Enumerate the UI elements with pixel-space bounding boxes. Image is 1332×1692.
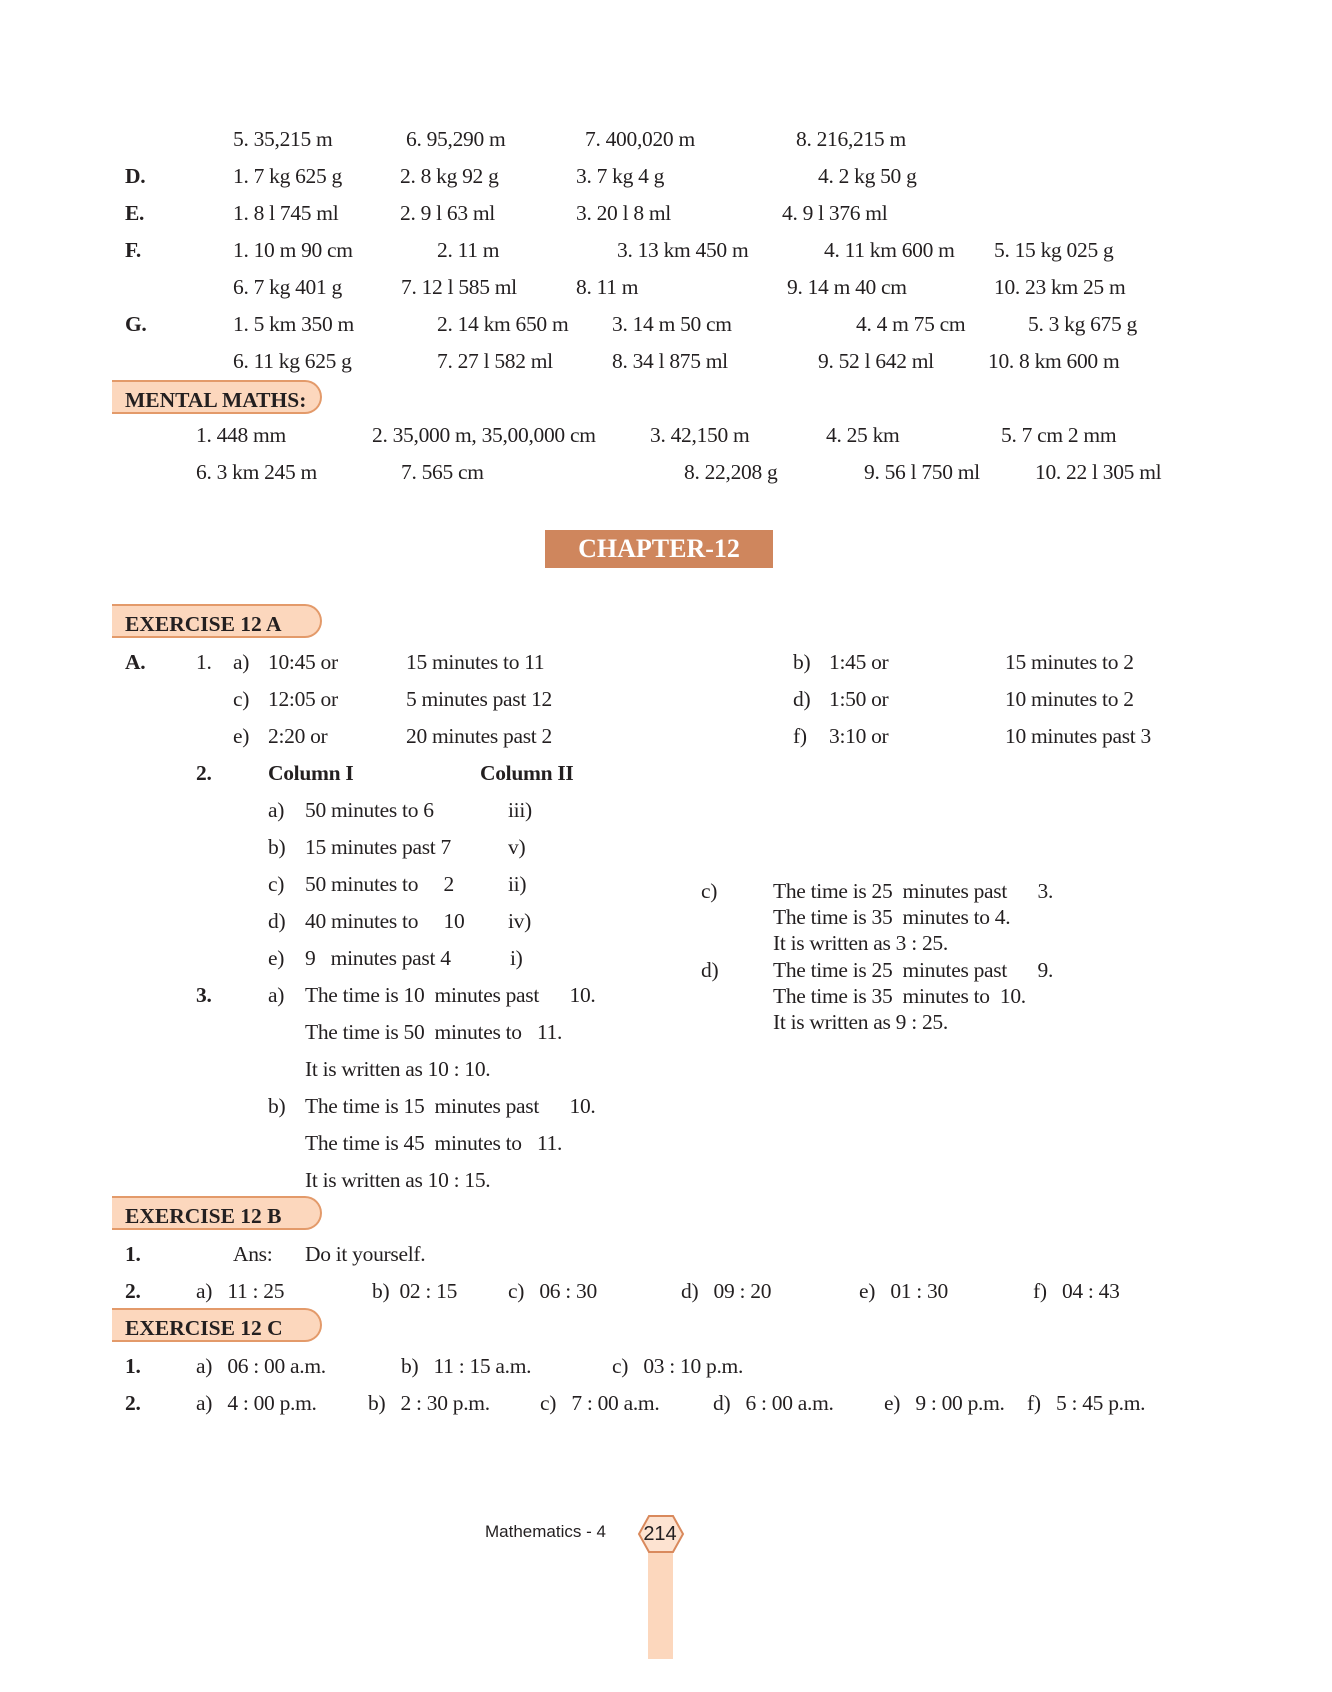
answer-item: 2. 8 kg 92 g	[400, 164, 499, 188]
answer-item: 1. 8 l 745 ml	[233, 201, 339, 225]
answer-item: 1. 10 m 90 cm	[233, 238, 353, 262]
answer-item: 1. 5 km 350 m	[233, 312, 354, 336]
answer-item: e) 9 : 00 p.m.	[884, 1391, 1005, 1415]
section-label-e: E.	[125, 201, 145, 225]
answer-line: The time is 35 minutes to 4.	[773, 905, 1011, 929]
time-value: 1:45 or	[829, 650, 889, 674]
answer-item: 5. 15 kg 025 g	[994, 238, 1114, 262]
answer-item: 6. 7 kg 401 g	[233, 275, 342, 299]
answer-item: 2. 14 km 650 m	[437, 312, 569, 336]
answer-item: d) 6 : 00 a.m.	[713, 1391, 834, 1415]
answer-item: 10. 23 km 25 m	[994, 275, 1126, 299]
answer-item: 10. 22 l 305 ml	[1035, 460, 1162, 484]
answer-item: 4. 2 kg 50 g	[818, 164, 917, 188]
answer-item: 8. 22,208 g	[684, 460, 778, 484]
column-header: Column II	[480, 761, 574, 785]
question-number: 1.	[125, 1354, 141, 1378]
sub-label: e)	[233, 724, 250, 748]
match-answer: v)	[508, 835, 526, 859]
answer-prefix: Ans:	[233, 1242, 273, 1266]
answer-item: 7. 400,020 m	[585, 127, 695, 151]
sub-label: f)	[793, 724, 807, 748]
answer-item: 4. 25 km	[826, 423, 900, 447]
match-answer: iv)	[508, 909, 531, 933]
question-number: 2.	[196, 761, 212, 785]
section-label-a: A.	[125, 650, 146, 674]
answer-item: 9. 56 l 750 ml	[864, 460, 980, 484]
answer-line: The time is 35 minutes to 10.	[773, 984, 1026, 1008]
answer-line: Do it yourself.	[305, 1242, 426, 1266]
answer-item: 7. 12 l 585 ml	[401, 275, 517, 299]
answer-item: 6. 3 km 245 m	[196, 460, 317, 484]
answer-item: 3. 13 km 450 m	[617, 238, 749, 262]
answer-item: 3. 42,150 m	[650, 423, 750, 447]
time-words: 10 minutes past 3	[1005, 724, 1151, 748]
answer-line: The time is 10 minutes past 10.	[305, 983, 596, 1007]
answer-item: 10. 8 km 600 m	[988, 349, 1120, 373]
answer-line: The time is 50 minutes to 11.	[305, 1020, 563, 1044]
answer-item: a) 06 : 00 a.m.	[196, 1354, 326, 1378]
sub-label: a)	[233, 650, 250, 674]
answer-item: b) 2 : 30 p.m.	[368, 1391, 490, 1415]
answer-line: The time is 25 minutes past 3.	[773, 879, 1054, 903]
match-item: 15 minutes past 7	[305, 835, 451, 859]
exercise-12c-heading	[112, 1308, 322, 1342]
answer-item: c) 7 : 00 a.m.	[540, 1391, 660, 1415]
answer-line: The time is 45 minutes to 11.	[305, 1131, 563, 1155]
answer-item: 8. 34 l 875 ml	[612, 349, 728, 373]
sub-label: d)	[268, 909, 286, 933]
match-item: 50 minutes to 2	[305, 872, 454, 896]
section-label-g: G.	[125, 312, 147, 336]
book-title: Mathematics - 4	[485, 1522, 606, 1541]
time-words: 15 minutes to 2	[1005, 650, 1134, 674]
time-value: 2:20 or	[268, 724, 328, 748]
answer-item: f) 04 : 43	[1033, 1279, 1120, 1303]
time-words: 15 minutes to 11	[406, 650, 545, 674]
time-value: 3:10 or	[829, 724, 889, 748]
page-ribbon	[648, 1545, 673, 1659]
answer-item: 1. 448 mm	[196, 423, 286, 447]
answer-item: 4. 11 km 600 m	[824, 238, 955, 262]
question-number: 1.	[125, 1242, 141, 1266]
time-words: 5 minutes past 12	[406, 687, 552, 711]
sub-label: c)	[268, 872, 285, 896]
sub-label: d)	[701, 958, 719, 982]
exercise-12a-heading	[112, 604, 322, 638]
sub-label: e)	[268, 946, 285, 970]
sub-label: b)	[793, 650, 811, 674]
question-number: 2.	[125, 1279, 141, 1303]
answer-item: c) 03 : 10 p.m.	[612, 1354, 744, 1378]
answer-item: 2. 35,000 m, 35,00,000 cm	[372, 423, 596, 447]
answer-item: 3. 7 kg 4 g	[576, 164, 665, 188]
section-label-d: D.	[125, 164, 146, 188]
answer-item: 3. 20 l 8 ml	[576, 201, 671, 225]
answer-item: 6. 11 kg 625 g	[233, 349, 352, 373]
answer-item: b) 02 : 15	[372, 1279, 458, 1303]
sub-label: c)	[701, 879, 718, 903]
answer-item: e) 01 : 30	[859, 1279, 948, 1303]
answer-line: The time is 25 minutes past 9.	[773, 958, 1054, 982]
answer-item: 7. 27 l 582 ml	[437, 349, 553, 373]
time-value: 12:05 or	[268, 687, 338, 711]
answer-item: 6. 95,290 m	[406, 127, 506, 151]
answer-item: 8. 11 m	[576, 275, 639, 299]
time-words: 10 minutes to 2	[1005, 687, 1134, 711]
answer-item: a) 11 : 25	[196, 1279, 285, 1303]
sub-label: c)	[233, 687, 250, 711]
answer-item: 9. 52 l 642 ml	[818, 349, 934, 373]
match-item: 9 minutes past 4	[305, 946, 451, 970]
exercise-12c-heading-text: EXERCISE 12 C	[125, 1316, 283, 1340]
question-number: 3.	[196, 983, 212, 1007]
mental-maths-heading	[112, 380, 322, 414]
match-answer: i)	[510, 946, 523, 970]
answer-item: 5. 7 cm 2 mm	[1001, 423, 1117, 447]
answer-item: 5. 3 kg 675 g	[1028, 312, 1137, 336]
time-words: 20 minutes past 2	[406, 724, 552, 748]
answer-line: It is written as 9 : 25.	[773, 1010, 948, 1034]
answer-line: It is written as 3 : 25.	[773, 931, 948, 955]
answer-item: 3. 14 m 50 cm	[612, 312, 732, 336]
match-answer: ii)	[508, 872, 527, 896]
answer-item: 2. 11 m	[437, 238, 500, 262]
column-header: Column I	[268, 761, 354, 785]
match-item: 40 minutes to 10	[305, 909, 465, 933]
exercise-12b-heading-text: EXERCISE 12 B	[125, 1204, 282, 1228]
sub-label: b)	[268, 835, 286, 859]
answer-item: c) 06 : 30	[508, 1279, 597, 1303]
answer-item: 4. 9 l 376 ml	[782, 201, 888, 225]
sub-label: a)	[268, 983, 285, 1007]
question-number: 1.	[196, 650, 212, 674]
exercise-12b-heading	[112, 1196, 322, 1230]
time-value: 1:50 or	[829, 687, 889, 711]
answer-item: a) 4 : 00 p.m.	[196, 1391, 317, 1415]
answer-line: The time is 15 minutes past 10.	[305, 1094, 596, 1118]
answer-line: It is written as 10 : 15.	[305, 1168, 491, 1192]
question-number: 2.	[125, 1391, 141, 1415]
sub-label: d)	[793, 687, 811, 711]
answer-item: 5. 35,215 m	[233, 127, 333, 151]
match-item: 50 minutes to 6	[305, 798, 434, 822]
mental-maths-heading-text: MENTAL MATHS:	[125, 388, 307, 412]
exercise-12a-heading-text: EXERCISE 12 A	[125, 612, 282, 636]
answer-item: 1. 7 kg 625 g	[233, 164, 342, 188]
answer-line: It is written as 10 : 10.	[305, 1057, 491, 1081]
time-value: 10:45 or	[268, 650, 338, 674]
answer-item: 9. 14 m 40 cm	[787, 275, 907, 299]
section-label-f: F.	[125, 238, 141, 262]
sub-label: b)	[268, 1094, 286, 1118]
sub-label: a)	[268, 798, 285, 822]
answer-item: 7. 565 cm	[401, 460, 484, 484]
answer-item: 2. 9 l 63 ml	[400, 201, 495, 225]
answer-item: 8. 216,215 m	[796, 127, 906, 151]
answer-item: d) 09 : 20	[681, 1279, 772, 1303]
answer-item: 4. 4 m 75 cm	[856, 312, 966, 336]
page-number: 214	[643, 1523, 677, 1545]
match-answer: iii)	[508, 798, 532, 822]
chapter-title: CHAPTER-12	[545, 530, 773, 568]
answer-item: b) 11 : 15 a.m.	[401, 1354, 532, 1378]
answer-item: f) 5 : 45 p.m.	[1027, 1391, 1146, 1415]
